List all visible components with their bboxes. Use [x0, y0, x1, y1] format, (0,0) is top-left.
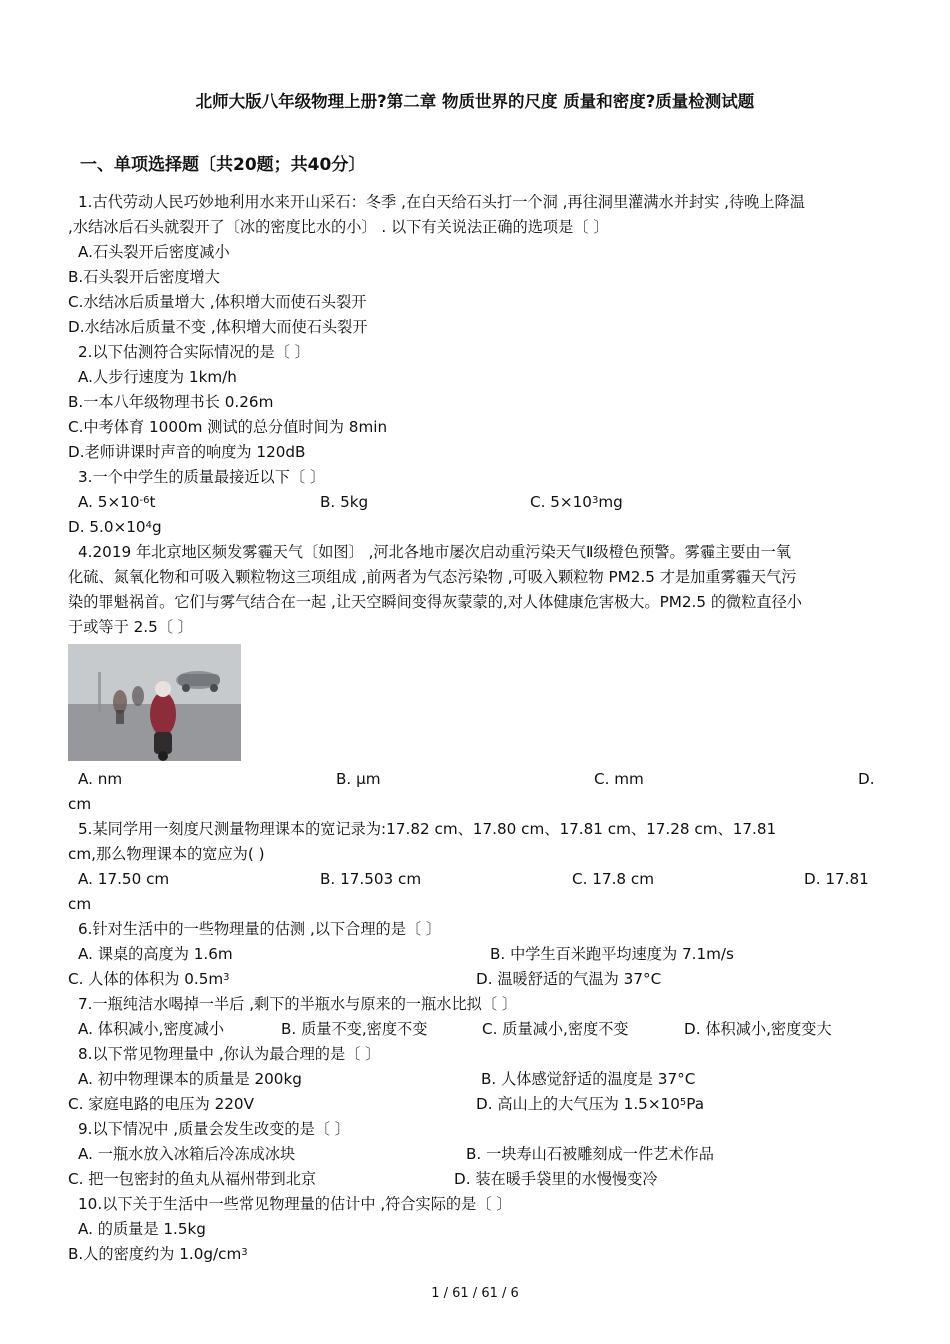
q8-option-d: D. 高山上的大气压为 1.5×105Pa [476, 1095, 705, 1113]
q5-option-a: A. 17.50 cm [78, 870, 170, 888]
q8-stem: 8.以下常见物理量中 ,你认为最合理的是〔 〕 [78, 1045, 381, 1063]
q7-option-d: D. 体积减小,密度变大 [684, 1020, 832, 1038]
q2-option-c: C.中考体育 1000m 测试的总分值时间为 8min [68, 418, 388, 436]
q9-options-row1 [68, 1142, 880, 1167]
q8-options-row2 [68, 1092, 880, 1117]
smog-scene-illustration [68, 644, 241, 761]
q3-option-a: A. 5×10-6t [78, 493, 156, 511]
q6-option-c: C. 人体的体积为 0.5m3 [68, 970, 230, 988]
q3-option-d: D. $5.0\times 10^4g$ [68, 518, 162, 536]
q4-option-d-unit: cm [68, 795, 92, 813]
q6-option-b: B. 中学生百米跑平均速度为 7.1m/s [490, 945, 734, 963]
q7-options-row [68, 1017, 880, 1042]
q9-stem: 9.以下情况中 ,质量会发生改变的是〔 〕 [78, 1120, 350, 1138]
q6-options-row1 [68, 942, 880, 967]
q4-stem-line3: 染的罪魁祸首。它们与雾气结合在一起 ,让天空瞬间变得灰蒙蒙的,对人体健康危害极大。PM2.5 的微粒直径小 [68, 593, 802, 611]
question-list [68, 190, 880, 1267]
q6-options-row2 [68, 967, 880, 992]
q3-option-c: C. 5×103mg [530, 493, 623, 511]
q3-options-row [68, 490, 880, 515]
q9-option-d: D. 装在暖手袋里的水慢慢变冷 [454, 1170, 658, 1188]
q2-stem: 2.以下估测符合实际情况的是〔 〕 [78, 343, 310, 361]
q2-option-a: A.人步行速度为 1km/h [78, 368, 237, 386]
q7-option-a: A. 体积减小,密度减小 [78, 1020, 225, 1038]
q4-option-b: B. μm [336, 770, 381, 788]
q10-option-b: B.人的密度约为 $1.0g/cm^3$ [68, 1245, 248, 1263]
q8-option-b: B. 人体感觉舒适的温度是 37°C [481, 1070, 696, 1088]
q3-option-b: B. 5kg [320, 493, 369, 511]
q4-option-d: D. [858, 770, 875, 788]
q10-stem: 10.以下关于生活中一些常见物理量的估计中 ,符合实际的是〔 〕 [78, 1195, 512, 1213]
q4-stem-line4: 于或等于 2.5〔 〕 [68, 618, 193, 636]
q4-option-c: C. mm [594, 770, 644, 788]
q1-option-d: D.水结冰后质量不变 ,体积增大而使石头裂开 [68, 318, 368, 336]
q4-option-a: A. nm [78, 770, 123, 788]
q8-option-a: A. 初中物理课本的质量是 200kg [78, 1070, 302, 1088]
q1-option-b: B.石头裂开后密度增大 [68, 268, 220, 286]
q2-option-d: D.老师讲课时声音的响度为 120dB [68, 443, 306, 461]
q4-stem-line1: 4.2019 年北京地区频发雾霾天气〔如图〕 ,河北各地市屡次启动重污染天气Ⅱ级橙色预警。雾霾主要由一氧 [78, 543, 791, 561]
q1-stem-line1: 1.古代劳动人民巧妙地利用水来开山采石：冬季 ,在白天给石头打一个洞 ,再往洞里灌满水并封实 ,待晚上降温 [78, 193, 805, 211]
page-footer: 1 / 61 / 61 / 6 [431, 1286, 519, 1301]
q8-options-row1 [68, 1067, 880, 1092]
q7-option-b: B. 质量不变,密度不变 [281, 1020, 428, 1038]
q9-option-b: B. 一块寿山石被雕刻成一件艺术作品 [466, 1145, 714, 1163]
q8-option-c: C. 家庭电路的电压为 220V [68, 1095, 254, 1113]
q5-option-d: D. 17.81 [804, 870, 869, 888]
q1-stem-line2: ,水结冰后石头就裂开了〔冰的密度比水的小〕 . 以下有关说法正确的选项是〔 〕 [68, 218, 609, 236]
q7-option-c: C. 质量减小,密度不变 [482, 1020, 629, 1038]
q9-option-c: C. 把一包密封的鱼丸从福州带到北京 [68, 1170, 317, 1188]
q1-option-c: C.水结冰后质量增大 ,体积增大而使石头裂开 [68, 293, 367, 311]
q2-option-b: B.一本八年级物理书长 0.26m [68, 393, 274, 411]
smog-photo [68, 644, 241, 761]
q5-stem-line1: 5.某同学用一刻度尺测量物理课本的宽记录为:17.82 cm、17.80 cm、17.81 cm、17.28 cm、17.81 [78, 820, 777, 838]
section-heading: 一、单项选择题〔共20题；共40分〕 [80, 155, 366, 175]
q10-option-a: A. 的质量是 1.5kg [78, 1220, 206, 1238]
page-title: 北师大版八年级物理上册?第二章 物质世界的尺度 质量和密度?质量检测试题 [195, 92, 755, 111]
q9-options-row2 [68, 1167, 880, 1192]
q7-stem: 7.一瓶纯洁水喝掉一半后 ,剩下的半瓶水与原来的一瓶水比拟〔 〕 [78, 995, 518, 1013]
q5-option-d-unit: cm [68, 895, 92, 913]
q6-stem: 6.针对生活中的一些物理量的估测 ,以下合理的是〔 〕 [78, 920, 442, 938]
q5-stem-line2: cm,那么物理课本的宽应为( ) [68, 845, 265, 863]
q9-option-a: A. 一瓶水放入冰箱后冷冻成冰块 [78, 1145, 296, 1163]
q5-options-row [68, 867, 880, 892]
q4-options-row [68, 767, 880, 792]
q1-option-a: A.石头裂开后密度减小 [78, 243, 230, 261]
q5-option-c: C. 17.8 cm [572, 870, 655, 888]
q3-stem: 3.一个中学生的质量最接近以下〔 〕 [78, 468, 326, 486]
q5-option-b: B. 17.503 cm [320, 870, 422, 888]
q6-option-d: D. 温暖舒适的气温为 37°C [476, 970, 662, 988]
q4-stem-line2: 化硫、氮氧化物和可吸入颗粒物这三项组成 ,前两者为气态污染物 ,可吸入颗粒物 PM2.5 才是加重雾霾天气污 [68, 568, 797, 586]
q6-option-a: A. 课桌的高度为 1.6m [78, 945, 233, 963]
